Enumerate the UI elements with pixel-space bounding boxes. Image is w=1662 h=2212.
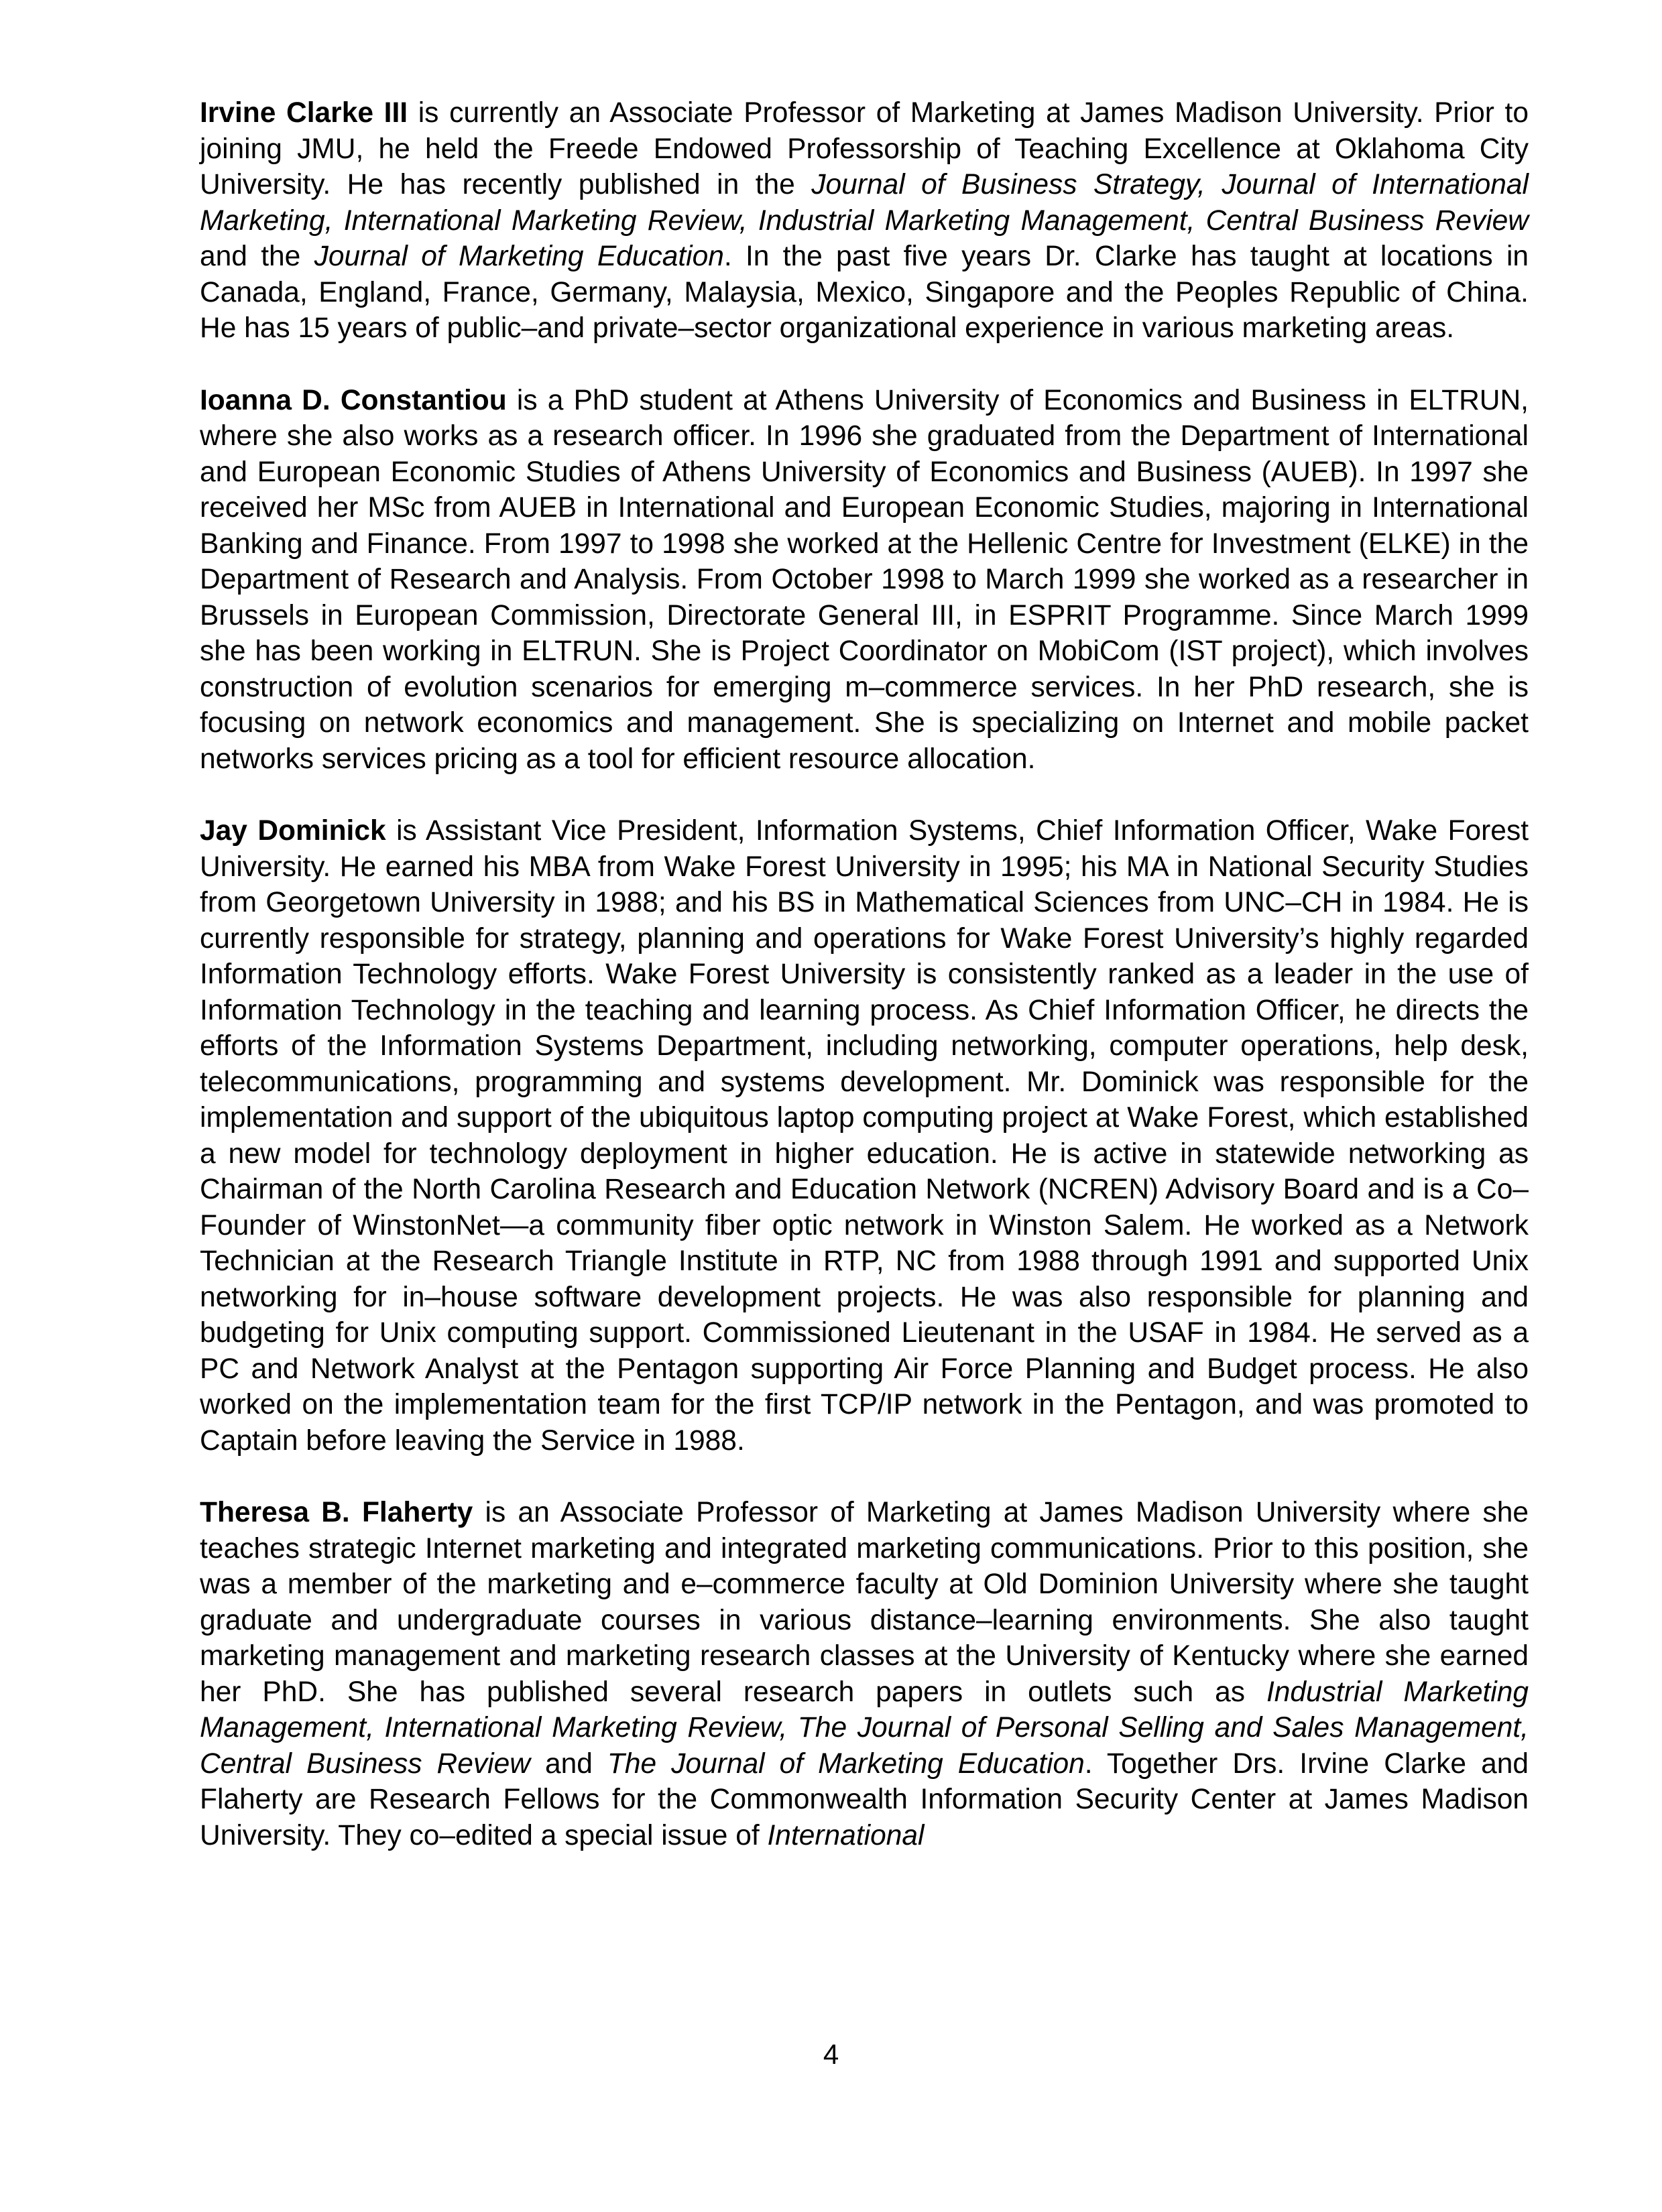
bio-irvine-clarke [200, 95, 1529, 347]
journal-title: The Journal of Marketing Education [607, 1747, 1085, 1780]
bio-text: and the [200, 241, 314, 272]
author-name: Irvine Clarke III [200, 97, 408, 129]
document-page [200, 95, 1529, 1890]
bio-ioanna-constantiou [200, 383, 1529, 778]
bio-theresa-flaherty [200, 1495, 1529, 1853]
journal-title: International [767, 1819, 925, 1851]
journal-title: Journal of Marketing Education [314, 241, 724, 272]
author-name: Ioanna D. Constantiou [200, 384, 507, 416]
author-name: Jay Dominick [200, 815, 386, 847]
bio-text: . In the past five years Dr. Clarke has taught at locations in Canada, England, France, Germany, Malaysia, Mexico, Singapore and the Peoples Republic of China. He has 15 years of public–and private–sector organizational experience in various marketing areas. [200, 241, 1529, 344]
bio-text: and [530, 1747, 607, 1780]
bio-text: . Together Drs. Irvine Clarke and Flaherty are Research Fellows for the Commonwealth Information Security Center at James Madison University. They co–edited a special issue of [200, 1747, 1529, 1851]
bio-text: is an Associate Professor of Marketing at James Madison University where she teaches strategic Internet marketing and integrated marketing communications. Prior to this position, she was a member of the marketing and e–commerce faculty at Old Dominion University where she taught graduate and undergraduate courses in various distance–learning environments. She also taught marketing management and marketing research classes at the University of Kentucky where she earned her PhD. She has published several research papers in outlets such as [200, 1497, 1529, 1708]
journal-title: Industrial Marketing Management, International Marketing Review, The Journal of Personal Selling and Sales Management, Central Business Review [200, 1676, 1529, 1780]
author-name: Theresa B. Flaherty [200, 1497, 473, 1528]
bio-jay-dominick [200, 813, 1529, 1459]
journal-title: Journal of Business Strategy, Journal of International Marketing, International Marketing Review, Industrial Marketing Management, Central Business Review [200, 169, 1529, 237]
bio-text: is currently an Associate Professor of Marketing at James Madison University. Prior to joining JMU, he held the Freede Endowed Professorship of Teaching Excellence at Oklahoma City University. He has recently published in the [200, 97, 1529, 200]
bio-text: is a PhD student at Athens University of Economics and Business in ELTRUN, where she also works as a research officer. In 1996 she graduated from the Department of International and European Economic Studies of Athens University of Economics and Business (AUEB). In 1997 she received her MSc from AUEB in International and European Economic Studies, majoring in International Banking and Finance. From 1997 to 1998 she worked at the Hellenic Centre for Investment (ELKE) in the Department of Research and Analysis. From October 1998 to March 1999 she worked as a researcher in Brussels in European Commission, Directorate General III, in ESPRIT Programme. Since March 1999 she has been working in ELTRUN. She is Project Coordinator on MobiCom (IST project), which involves construction of evolution scenarios for emerging m–commerce services. In her PhD research, she is focusing on network economics and management. She is specializing on Internet and mobile packet networks services pricing as a tool for efficient resource allocation. [200, 384, 1529, 775]
page-number: 4 [823, 2038, 839, 2070]
bio-text: is Assistant Vice President, Information Systems, Chief Information Officer, Wake Forest University. He earned his MBA from Wake Forest University in 1995; his MA in National Security Studies from Georgetown University in 1988; and his BS in Mathematical Sciences from UNC–CH in 1984. He is currently responsible for strategy, planning and operations for Wake Forest University’s highly regarded Information Technology efforts. Wake Forest University is consistently ranked as a leader in the use of Information Technology in the teaching and learning process. As Chief Information Officer, he directs the efforts of the Information Systems Department, including networking, computer operations, help desk, telecommunications, programming and systems development. Mr. Dominick was responsible for the implementation and support of the ubiquitous laptop computing project at Wake Forest, which established a new model for technology deployment in higher education. He is active in statewide networking as Chairman of the North Carolina Research and Education Network (NCREN) Advisory Board and is a Co–Founder of WinstonNet—a community fiber optic network in Winston Salem. He worked as a Network Technician at the Research Triangle Institute in RTP, NC from 1988 through 1991 and supported Unix networking for in–house software development projects. He was also responsible for planning and budgeting for Unix computing support. Commissioned Lieutenant in the USAF in 1984. He served as a PC and Network Analyst at the Pentagon supporting Air Force Planning and Budget process. He also worked on the implementation team for the first TCP/IP network in the Pentagon, and was promoted to Captain before leaving the Service in 1988. [200, 815, 1529, 1457]
